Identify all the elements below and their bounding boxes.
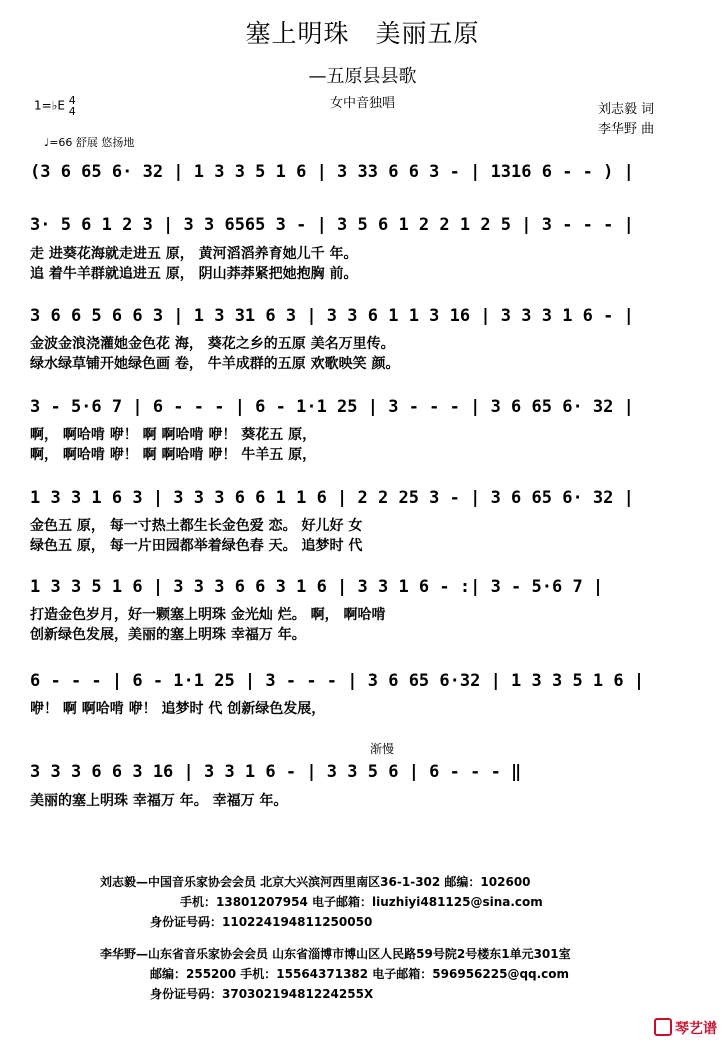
score-row-1 — [30, 157, 700, 187]
lyric-verse-1: 走 进葵花海就走进五 原， 黄河滔滔养育她儿千 年。 — [30, 246, 358, 262]
composer-contact: 邮编：255200 手机：15564371382 电子邮箱：596956225@qq.com — [150, 967, 570, 981]
composer-info: 李华野—山东省音乐家协会会员 山东省淄博市博山区人民路59号院2号楼东1单元301室 — [100, 947, 571, 961]
score-row-7 — [30, 666, 700, 696]
notation-line: 1 3 3 1 6 3 | 3 3 3 6 6 1 1 6 | 2 2 25 3 - | 3 6 65 6· 32 | — [30, 488, 634, 508]
logo-icon — [654, 1018, 672, 1036]
lyric-verse-1: 美丽的塞上明珠 幸福万 年。 幸福万 年。 — [30, 793, 288, 809]
notation-line: 3 3 3 6 6 3 16 | 3 3 1 6 - | 3 3 5 6 | 6 - - - ‖ — [30, 762, 522, 782]
notation-line: 1 3 3 5 1 6 | 3 3 3 6 6 3 1 6 | 3 3 1 6 - :| 3 - 5·6 7 | — [30, 577, 604, 597]
lyric-verse-1: 啊， 啊哈啃 咿！ 啊 啊哈啃 咿！ 葵花五 原， — [30, 427, 317, 443]
score-row-5 — [30, 483, 700, 513]
lyricist-credit: 刘志毅 词 — [598, 102, 655, 117]
score-row-3 — [30, 301, 700, 331]
lyric-verse-2: 追 着牛羊群就追进五 原， 阴山莽莽紧把她抱胸 前。 — [30, 266, 358, 282]
lyricist-id: 身份证号码：110224194811250050 — [150, 915, 373, 929]
score-row-4 — [30, 392, 700, 422]
lyric-verse-1: 金色五 原， 每一寸热土都生长金色爱 恋。 好儿好 女 — [30, 518, 363, 534]
lyric-verse-2: 啊， 啊哈啃 咿！ 啊 啊哈啃 咿！ 牛羊五 原， — [30, 447, 317, 463]
key-label: 1=♭E — [34, 98, 65, 113]
lyric-verse-2: 绿色五 原， 每一片田园都举着绿色春 天。 追梦时 代 — [30, 538, 363, 554]
notation-line: 6 - - - | 6 - 1·1 25 | 3 - - - | 3 6 65 6·32 | 1 3 3 5 1 6 | — [30, 671, 645, 691]
time-signature — [69, 95, 76, 117]
key-signature — [34, 95, 76, 117]
composer-id: 身份证号码：37030219481224255X — [150, 987, 374, 1001]
ritardando-mark: 渐慢 — [370, 742, 395, 756]
lyric-verse-2: 创新绿色发展，美丽的塞上明珠 幸福万 年。 — [30, 627, 306, 643]
time-sig-bottom: 4 — [68, 105, 76, 118]
tempo-marking: ♩=66 舒展 悠扬地 — [44, 136, 135, 149]
lyric-verse-1: 金波金浪浇灌她金色花 海， 葵花之乡的五原 美名万里传。 — [30, 336, 395, 352]
time-sig-top: 4 — [68, 94, 76, 107]
lyric-verse-2: 绿水绿草铺开她绿色画 卷， 牛羊成群的五原 欢歌映笑 颜。 — [30, 356, 400, 372]
score-row-6 — [30, 572, 700, 602]
lyric-verse-1: 咿！ 啊 啊哈啃 咿！ 追梦时 代 创新绿色发展， — [30, 701, 326, 717]
notation-line: 3 6 6 5 6 6 3 | 1 3 31 6 3 | 3 3 6 1 1 3 16 | 3 3 3 1 6 - | — [30, 306, 634, 326]
lyricist-info: 刘志毅—中国音乐家协会会员 北京大兴滨河西里南区36-1-302 邮编：102600 — [100, 875, 531, 889]
lyric-verse-1: 打造金色岁月，好一颗塞上明珠 金光灿 烂。 啊， 啊哈啃 — [30, 607, 386, 623]
score-row-8 — [30, 757, 700, 787]
lyricist-contact: 手机：13801207954 电子邮箱：liuzhiyi481125@sina.com — [180, 895, 543, 909]
notation-line: (3 6 65 6· 32 | 1 3 3 5 1 6 | 3 33 6 6 3 - | 1316 6 - - ) | — [30, 162, 634, 182]
logo-text: 琴艺谱 — [675, 1021, 717, 1037]
site-logo — [654, 1018, 717, 1038]
notation-line: 3 - 5·6 7 | 6 - - - | 6 - 1·1 25 | 3 - - - | 3 6 65 6· 32 | — [30, 397, 634, 417]
score-row-2 — [30, 210, 700, 240]
composer-credit: 李华野 曲 — [598, 122, 655, 137]
performance-type: 女中音独唱 — [329, 96, 395, 111]
song-subtitle: —五原县县歌 — [308, 66, 417, 87]
notation-line: 3· 5 6 1 2 3 | 3 3 6565 3 - | 3 5 6 1 2 2 1 2 5 | 3 - - - | — [30, 215, 634, 235]
song-title: 塞上明珠 美丽五原 — [245, 19, 480, 48]
